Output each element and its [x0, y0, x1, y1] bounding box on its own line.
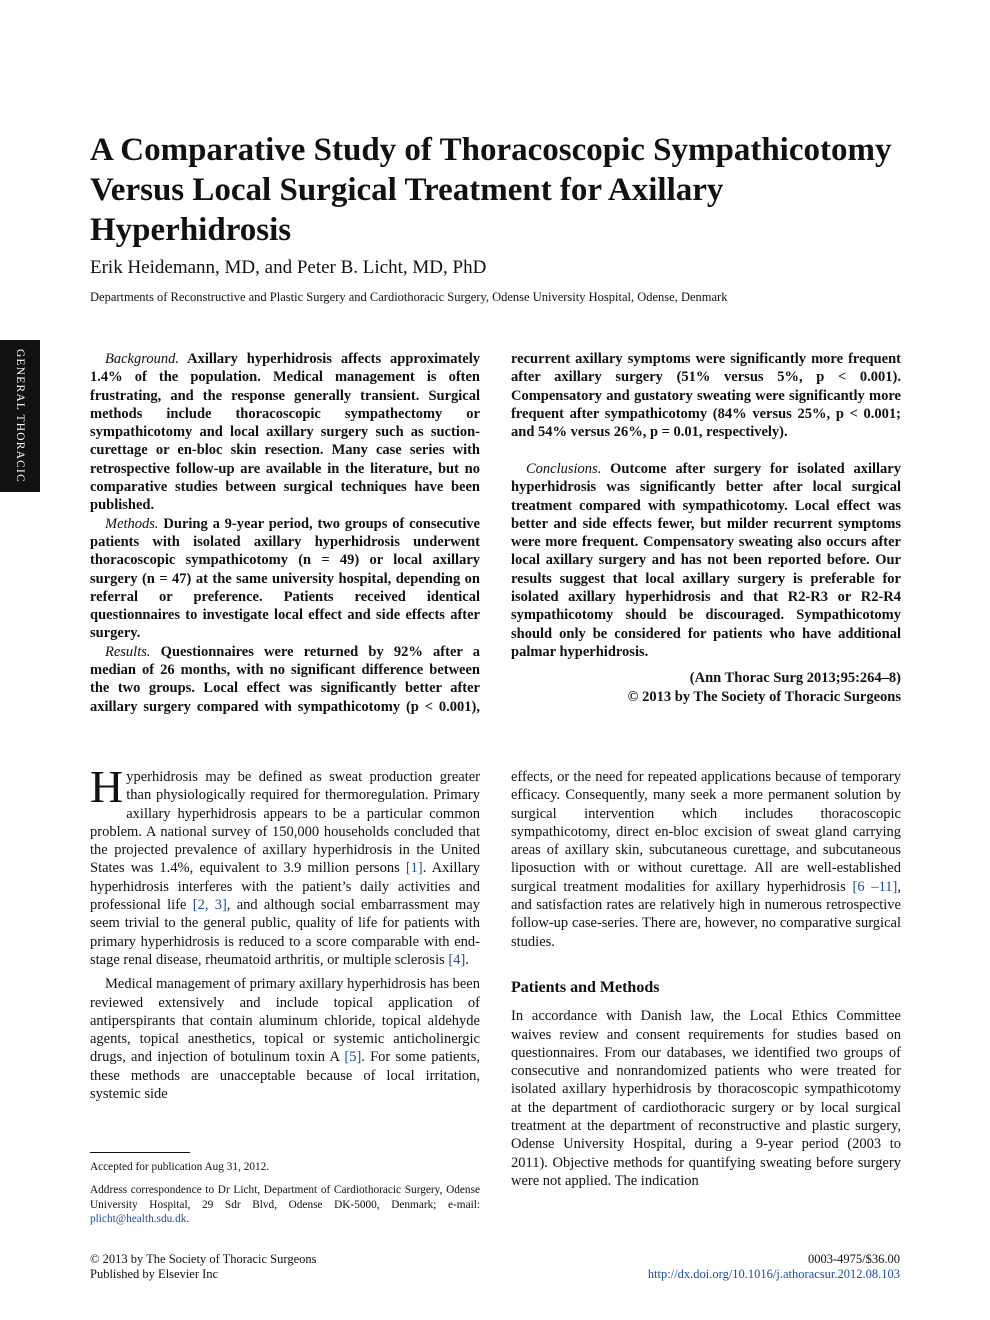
reference-link[interactable]: [5]: [344, 1049, 362, 1066]
abstract-results-continued: recurrent axillary symptoms were significantly more frequent after axillary surgery (51% versus 5%, p < 0.001). Compensatory and gustatory sweating were significantly more frequent after sympathicotomy (84% versus 25%, p < 0.001; and 54% versus 26%, p = 0.01, respectively).: [511, 351, 901, 441]
reference-link[interactable]: [6 –11]: [852, 878, 898, 895]
side-tab-label: GENERAL THORACIC: [14, 349, 27, 483]
footer-copyright: © 2013 by The Society of Thoracic Surgeons: [90, 1252, 317, 1266]
reference-link[interactable]: [4]: [448, 951, 466, 968]
abstract-copyright: © 2013 by The Society of Thoracic Surgeons: [627, 688, 901, 705]
abstract-right-column: [511, 350, 901, 706]
methods-paragraph: In accordance with Danish law, the Local Ethics Committee waives review and consent requirements for studies based on questionnaires. From our databases, we identified two groups of consecutive and nonrandomized patients who were treated for isolated axillary hyperhidrosis by thoracoscopic sympathicotomy at the department of cardiothoracic surgery or by local surgical treatment at the department of reconstructive and plastic surgery, Odense University Hospital, during a 9-year period (2003 to 2011). Objective methods for quantifying sweating before surgery were not applied. The indication: [511, 1008, 901, 1189]
section-heading: Patients and Methods: [511, 978, 660, 996]
email-link[interactable]: plicht@health.sdu.dk: [90, 1213, 187, 1225]
section-side-tab: [0, 340, 40, 492]
issn-price: 0003-4975/$36.00: [807, 1252, 900, 1266]
drop-cap: H: [90, 761, 124, 812]
author-list: Erik Heidemann, MD, and Peter B. Licht, MD, PhD: [90, 257, 487, 278]
citation: (Ann Thorac Surg 2013;95:264–8): [689, 670, 901, 687]
reference-link[interactable]: [1]: [405, 860, 423, 877]
intro-paragraph-3: effects, or the need for repeated applications because of temporary efficacy. Consequently, many seek a more permanent solution by surgical intervention which includes thoracoscopic sympathicotomy, direct en-bloc excision of sweat gland carrying areas of axillary skin, subcutaneous curettage, and subcutaneous liposuction with or without curettage. All are well-established surgical treatment modalities for axillary hyperhidrosis [6 –11], and satisfaction rates are relatively high in numerous retrospective follow-up case-series. There are, however, no comparative surgical studies.: [511, 769, 901, 950]
abstract-left-column: [90, 350, 480, 716]
reference-link[interactable]: [2, 3]: [192, 897, 227, 914]
abstract-methods: Methods. During a 9-year period, two groups of consecutive patients with isolated axillary hyperhidrosis underwent thoracoscopic sympathicotomy (n = 49) or local axillary surgery (n = 47) at the same university hospital, depending on referral or preference. Patients received identical questionnaires to investigate local effect and side effects after surgery.: [90, 515, 480, 642]
footnote-rule: [90, 1152, 190, 1153]
doi-link[interactable]: http://dx.doi.org/10.1016/j.athoracsur.2012.08.103: [647, 1267, 900, 1281]
abstract-background: Background. Axillary hyperhidrosis affects approximately 1.4% of the population. Medical management is often frustrating, and the response generally transient. Surgical methods include thoracoscopic sympathectomy or sympathicotomy and local axillary surgery such as suction-curettage or en-bloc skin resection. Many case series with retrospective follow-up are available in the literature, but no comparative studies between surgical techniques have been published.: [90, 351, 480, 514]
intro-paragraph-2: Medical management of primary axillary hyperhidrosis has been reviewed extensively and include topical application of antiperspirants that contain aluminum chloride, topical aldehyde agents, topical anesthetics, topical or systemic anticholinergic drugs, and injection of botulinum toxin A [5]. For some patients, these methods are unacceptable because of local irritation, systemic side: [90, 976, 481, 1103]
footer-right: [648, 1252, 900, 1282]
affiliation: Departments of Reconstructive and Plastic Surgery and Cardiothoracic Surgery, Odense University Hospital, Odense, Denmark: [90, 290, 728, 304]
body-right-column: [511, 768, 901, 1190]
intro-paragraph-1: Hyperhidrosis may be defined as sweat production greater than physiologically required for thermoregulation. Primary axillary hyperhidrosis appears to be a particular common problem. A national survey of 150,000 households concluded that the projected prevalence of axillary hyperhidrosis in the United States was 1.4%, equivalent to 3.9 million persons [1]. Axillary hyperhidrosis interferes with the patient’s daily activities and professional life [2, 3], and although social embarrassment may seem trivial to the general public, quality of life for patients with primary hyperhidrosis is reduced to a score comparable with end-stage renal disease, rheumatoid arthritis, or multiple sclerosis [4].: [90, 761, 480, 968]
abstract-conclusions: Conclusions. Outcome after surgery for isolated axillary hyperhidrosis was significantly better after local surgical treatment compared with sympathicotomy. Local effect was better and side effects fewer, but milder recurrent symptoms were more frequent. Compensatory sweating also occurs after local axillary surgery and has not been reported before. Our results suggest that local axillary surgery is preferable for isolated axillary hyperhidrosis and that R2-R3 or R2-R4 sympathicotomy should be discouraged. Sympathicotomy should only be considered for patients who have additional palmar hyperhidrosis.: [511, 461, 901, 660]
footnote-address: Address correspondence to Dr Licht, Department of Cardiothoracic Surgery, Odense University Hospital, 29 Sdr Blvd, Odense DK-5000, Denmark; e-mail: plicht@health.sdu.dk.: [90, 1184, 480, 1225]
footnote-accepted: Accepted for publication Aug 31, 2012.: [90, 1161, 270, 1173]
abstract-results: Results. Questionnaires were returned by 92% after a median of 26 months, with no significant difference between the two groups. Local effect was significantly better after axillary surgery compared with sympathicotomy (p < 0.001),: [90, 643, 480, 715]
footer-left: [90, 1252, 316, 1282]
body-left-column: [90, 761, 481, 1103]
footer-publisher: Published by Elsevier Inc: [90, 1267, 219, 1281]
article-title: A Comparative Study of Thoracoscopic Sympathicotomy Versus Local Surgical Treatment for Axillary Hyperhidrosis: [90, 132, 892, 248]
